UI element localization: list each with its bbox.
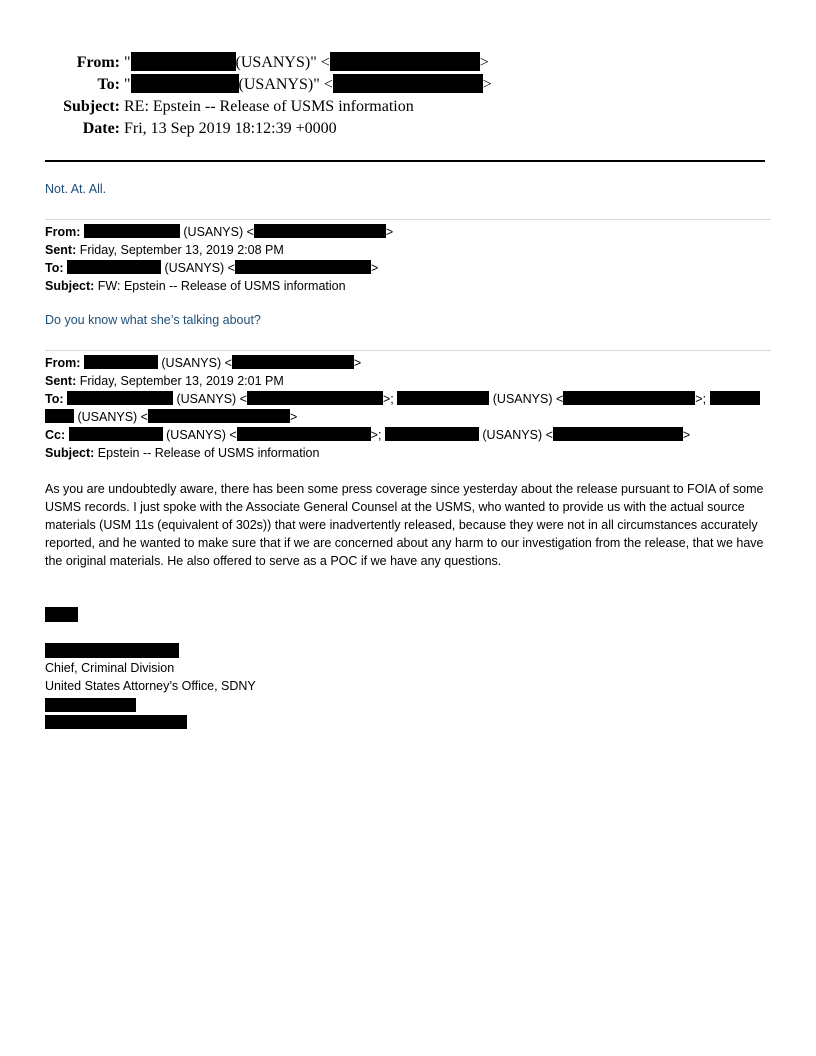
msg2-body: Do you know what she’s talking about? <box>45 313 261 327</box>
redaction-box <box>385 427 479 441</box>
reply-text: Not. At. All. <box>45 182 107 196</box>
redaction-box <box>131 52 236 71</box>
signature-title: Chief, Criminal Division <box>45 661 175 675</box>
message-divider <box>45 350 771 351</box>
msg3-to-row: To: (USANYS) < >; (USANYS) < >; <box>45 390 760 408</box>
msg3-sent-row: Sent: Friday, September 13, 2019 2:01 PM <box>45 374 284 388</box>
date-label: Date: <box>82 120 120 137</box>
msg3-body: As you are undoubtedly aware, there has been some press coverage since yesterday about the release pursuant to FOIA of some USMS records. I just spoke with the Associate General Counsel at the USMS, who wanted to provide us with the actual source materials (USM 11s (equivalent of 302s)) that were inadvertently released, because they were not in all circumstances accurately reported, and he wanted to make sure that if we are concerned about any harm to our investigation from the release, that we have the original materials. He also offered to serve as a POC if we have any questions. <box>45 482 764 568</box>
redaction-box <box>333 74 483 93</box>
msg2-from-row: From: (USANYS) < > <box>45 225 394 239</box>
header-divider <box>45 160 765 162</box>
redaction-box <box>563 391 695 405</box>
redaction-box <box>69 427 163 441</box>
redacted-signoff <box>45 607 78 622</box>
redacted-name <box>45 643 179 658</box>
msg3-subject-row: Subject: Epstein -- Release of USMS information <box>45 446 320 460</box>
subject-value: RE: Epstein -- Release of USMS information <box>124 98 414 115</box>
redaction-box <box>330 52 480 71</box>
redaction-box <box>237 427 371 441</box>
message-divider <box>45 219 771 220</box>
to-label: To: <box>97 76 120 93</box>
msg2-subject-row: Subject: FW: Epstein -- Release of USMS information <box>45 279 346 293</box>
redaction-box <box>131 74 239 93</box>
msg3-from-row: From: (USANYS) < > <box>45 356 362 370</box>
redaction-box <box>232 355 354 369</box>
redaction-box <box>254 224 386 238</box>
redaction-box <box>235 260 371 274</box>
redaction-box <box>67 260 161 274</box>
msg3-cc-row: Cc: (USANYS) < >; (USANYS) < > <box>45 428 691 442</box>
signature-office: United States Attorney’s Office, SDNY <box>45 679 256 693</box>
header-from-row: From: " (USANYS)" < > <box>0 52 489 74</box>
redaction-box <box>710 391 760 405</box>
redacted-contact <box>45 698 136 712</box>
header-subject-row <box>0 96 414 118</box>
msg2-sent-row: Sent: Friday, September 13, 2019 2:08 PM <box>45 243 284 257</box>
redaction-box <box>67 391 173 405</box>
msg3-to-row-cont: (USANYS) < > <box>45 408 297 426</box>
date-value: Fri, 13 Sep 2019 18:12:39 +0000 <box>124 120 337 137</box>
redaction-box <box>84 355 158 369</box>
header-to-row: To: " (USANYS)" < > <box>0 74 492 96</box>
redaction-box <box>247 391 383 405</box>
msg2-to-row: To: (USANYS) < > <box>45 261 379 275</box>
redacted-contact <box>45 715 187 729</box>
redaction-box <box>148 409 290 423</box>
redaction-box <box>84 224 180 238</box>
redaction-box <box>45 409 74 423</box>
from-label: From: <box>76 54 120 71</box>
header-date-row <box>0 118 337 140</box>
subject-label: Subject: <box>63 98 120 115</box>
redaction-box <box>553 427 683 441</box>
redaction-box <box>397 391 489 405</box>
